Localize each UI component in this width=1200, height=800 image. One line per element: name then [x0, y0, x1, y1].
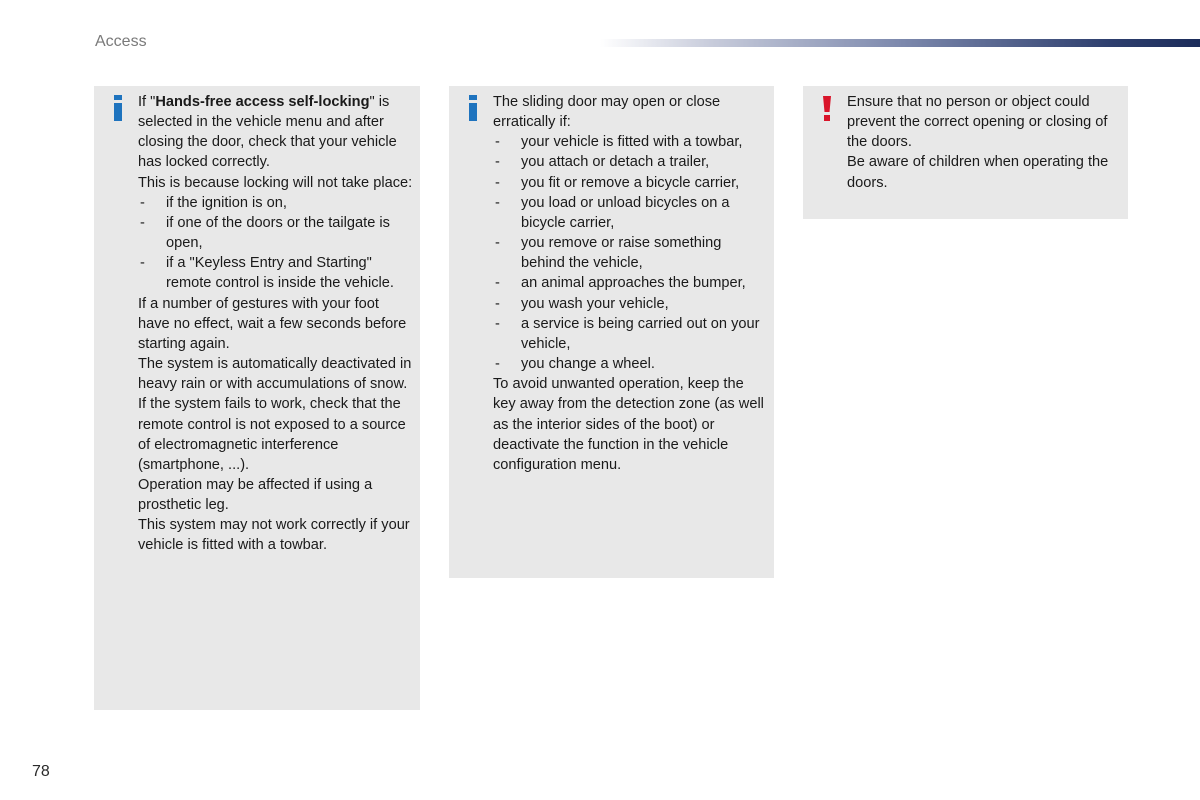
paragraph: Be aware of children when operating the doors. — [847, 154, 1109, 191]
list-item: - you remove or raise something behind the vehicle, — [493, 233, 768, 273]
list-item: - if the ignition is on, — [138, 193, 414, 213]
list-item: - if one of the doors or the tailgate is open, — [138, 213, 414, 253]
page-number: 78 — [32, 763, 50, 780]
condition-list — [493, 132, 768, 374]
lead-paragraph: The sliding door may open or close erratically if: — [493, 94, 721, 131]
section-title: Access — [95, 33, 147, 50]
list-item: - an animal approaches the bumper, — [493, 273, 768, 293]
list-item: - your vehicle is fitted with a towbar, — [493, 132, 768, 152]
list-item: - you change a wheel. — [493, 354, 768, 374]
info-note-text — [493, 92, 768, 475]
paragraph: This system may not work correctly if your vehicle is fitted with a towbar. — [138, 517, 410, 554]
list-item: - if a "Keyless Entry and Starting" remote control is inside the vehicle. — [138, 253, 414, 293]
lead-paragraph: This is because locking will not take place: — [138, 174, 413, 191]
list-item: - you wash your vehicle, — [493, 294, 768, 314]
intro-paragraph: If "Hands-free access self-locking" is selected in the vehicle menu and after closing the door, check that your vehicle has locked correctly. — [138, 94, 397, 171]
warning-note-text — [847, 92, 1122, 193]
list-item: - you load or unload bicycles on a bicycle carrier, — [493, 193, 768, 233]
closing-paragraph: To avoid unwanted operation, keep the key away from the detection zone (as well as the interior sides of the boot) or deactivate the function in the vehicle configuration menu. — [493, 376, 764, 473]
paragraph: Operation may be affected if using a prosthetic leg. — [138, 476, 373, 514]
info-note-sliding-door — [449, 86, 774, 578]
paragraph: If a number of gestures with your foot have no effect, wait a few seconds before starting again. — [138, 295, 407, 352]
condition-list — [138, 193, 414, 294]
paragraph: If the system fails to work, check that the remote control is not exposed to a source of electromagnetic interference (smartphone, ...). — [138, 396, 406, 473]
paragraph: Ensure that no person or object could prevent the correct opening or closing of the doors. — [847, 94, 1108, 151]
feature-name: Hands-free access self-locking — [155, 94, 370, 110]
header-accent-bar — [600, 39, 1200, 47]
info-note-text — [138, 92, 414, 556]
info-note-hands-free-locking — [94, 86, 420, 710]
warning-exclamation-icon — [817, 95, 837, 121]
list-item: - you attach or detach a trailer, — [493, 152, 768, 172]
paragraph: The system is automatically deactivated in heavy rain or with accumulations of snow. — [138, 356, 412, 393]
list-item: - a service is being carried out on your vehicle, — [493, 314, 768, 354]
list-item: - you fit or remove a bicycle carrier, — [493, 173, 768, 193]
info-icon — [463, 95, 483, 121]
info-icon — [108, 95, 128, 121]
warning-note-doors — [803, 86, 1128, 219]
